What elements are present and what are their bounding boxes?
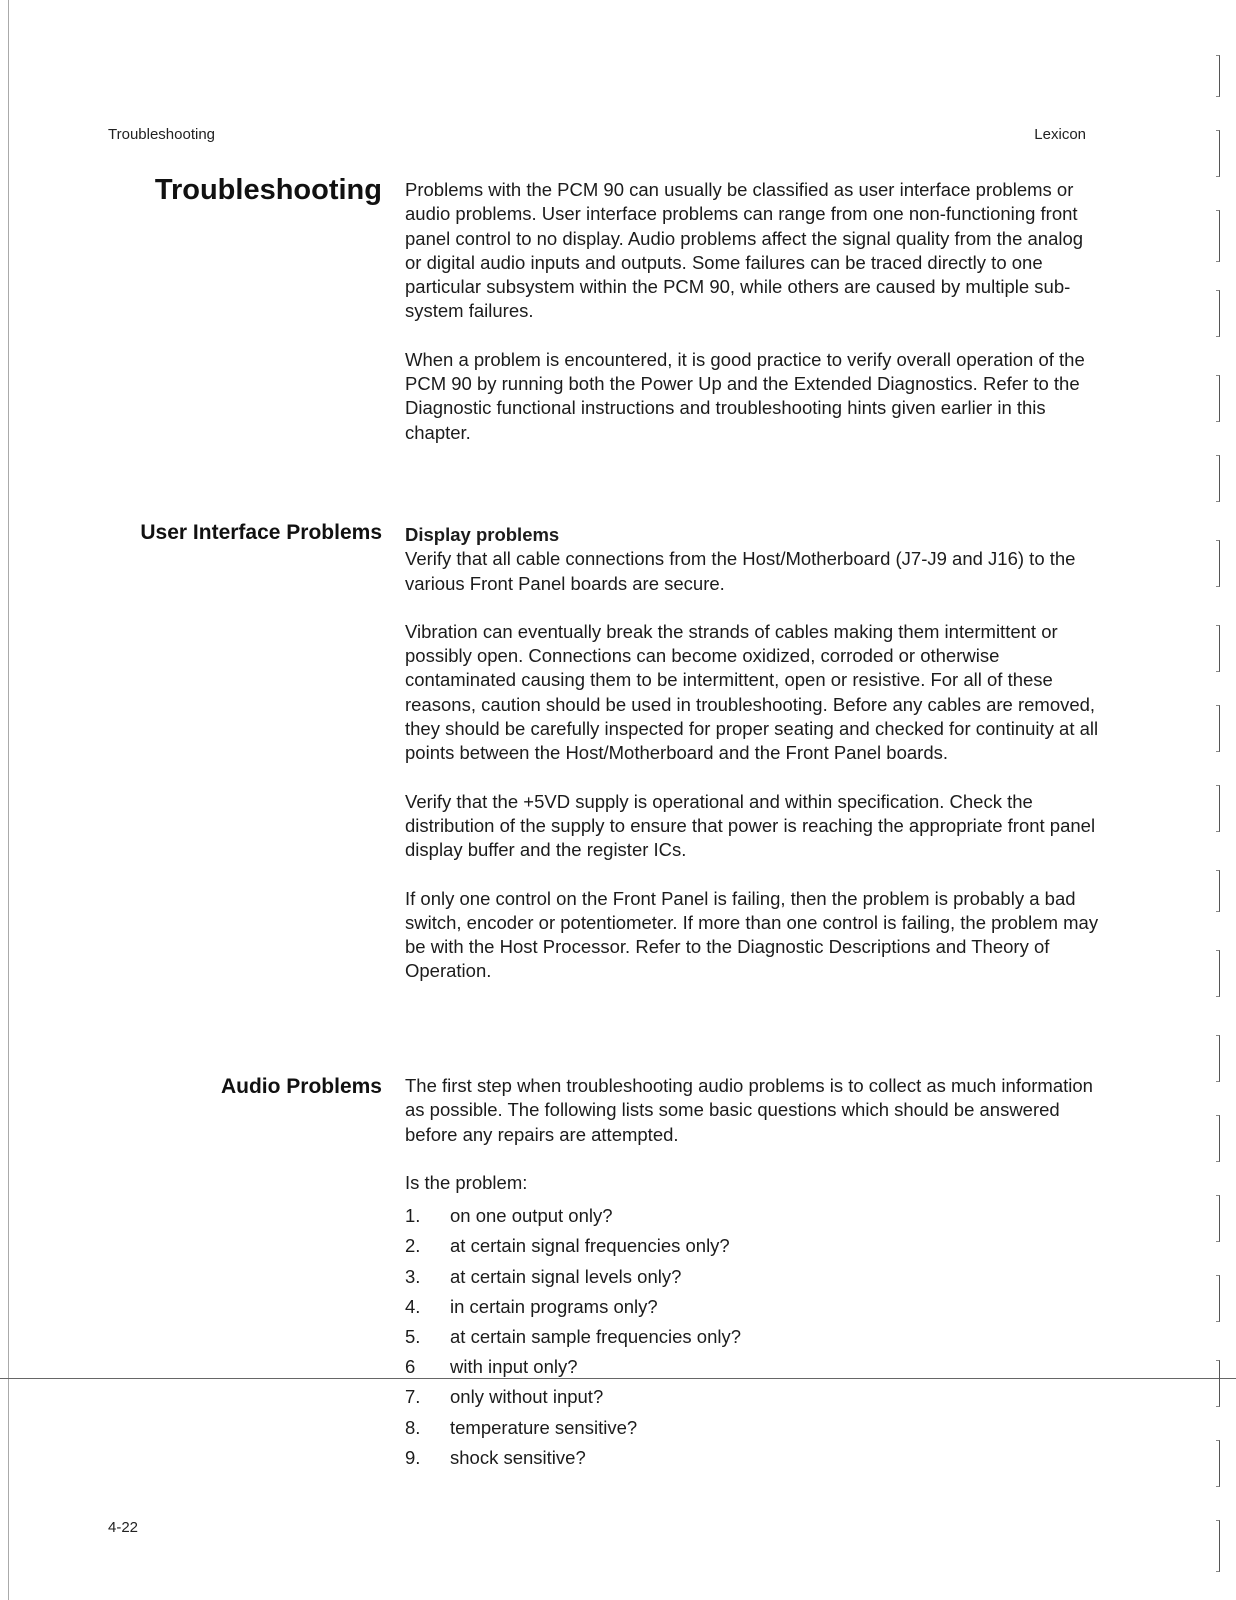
list-item: 8. temperature sensitive? [405, 1416, 638, 1438]
binding-mark [1216, 1115, 1220, 1162]
section-title-user-interface: User Interface Problems [140, 521, 382, 544]
list-item: 3. at certain signal levels only? [405, 1265, 682, 1287]
list-item: 5. at certain sample frequencies only? [405, 1326, 742, 1347]
question-list [405, 1201, 1101, 1473]
paragraph: The first step when troubleshooting audio problems is to collect as much information as possible. The following lists some basic questions which should be answered before any repairs are attempted. [405, 1075, 1093, 1145]
section-title-troubleshooting: Troubleshooting [154, 174, 382, 206]
paragraph: If only one control on the Front Panel is failing, then the problem is probably a bad switch, encoder or potentiometer. If more than one control is failing, the problem may be with the Host Processor. Refer to the Diagnostic Descriptions and Theory of Operation. [405, 887, 1099, 982]
paragraph: Vibration can eventually break the strands of cables making them intermittent or possibly open. Connections can become oxidized, corroded or otherwise contaminated causing them to be intermittent, open or resistive. For all of these reasons, caution should be used in troubleshooting. Before any cables are removed, they should be carefully inspected for proper seating and checked for continuity at all points between the Host/Motherboard and the Front Panel boards. [405, 620, 1099, 764]
running-header-left: Troubleshooting [108, 126, 216, 143]
binding-mark [1216, 705, 1220, 752]
list-item: 7. only without input? [405, 1386, 604, 1408]
binding-mark [1216, 375, 1220, 422]
scan-horizontal-rule [0, 1378, 1236, 1379]
section-title-audio: Audio Problems [220, 1075, 382, 1098]
binding-mark [1216, 130, 1220, 177]
paragraph: Verify that the +5VD supply is operational and within specification. Check the distribution of the supply to ensure that power is reaching the appropriate front panel display buffer and the register ICs. [405, 790, 1096, 861]
binding-mark [1216, 950, 1220, 997]
binding-mark [1216, 870, 1220, 912]
list-item: 1. on one output only? [405, 1205, 613, 1227]
binding-mark [1216, 540, 1220, 587]
binding-mark [1216, 1440, 1220, 1487]
binding-mark [1216, 1195, 1220, 1242]
binding-mark [1216, 1360, 1220, 1407]
paragraph: Problems with the PCM 90 can usually be classified as user interface problems or audio problems. User interface problems can range from one non-functioning front panel control to no display. Audio problems affect the signal quality from the analog or digital audio inputs and outputs. Some failures can be traced directly to one particular subsystem within the PCM 90, while others are caused by multiple sub-system failures. [405, 179, 1084, 322]
paragraph: Verify that all cable connections from the Host/Motherboard (J7-J9 and J16) to the various Front Panel boards are secure. [405, 548, 1076, 594]
binding-mark [1216, 55, 1220, 97]
paragraph: When a problem is encountered, it is good practice to verify overall operation of the PCM 90 by running both the Power Up and the Extended Diagnostics. Refer to the Diagnostic functional instructions and troubleshooting hints given earlier in this chapter. [405, 348, 1085, 443]
section-body-audio [405, 1074, 1101, 1473]
subheading-display-problems: Display problems [405, 524, 560, 545]
binding-mark [1216, 455, 1220, 502]
scan-edge-line [8, 0, 9, 1600]
binding-mark [1216, 625, 1220, 672]
binding-mark [1216, 1520, 1220, 1572]
binding-mark [1216, 290, 1220, 337]
binding-mark [1216, 210, 1220, 262]
section-body-troubleshooting [405, 178, 1101, 469]
list-item: 6 with input only? [405, 1356, 578, 1378]
binding-mark [1216, 1035, 1220, 1082]
binding-mark [1216, 785, 1220, 832]
list-item: 4. in certain programs only? [405, 1295, 658, 1317]
running-header-right: Lexicon [1034, 126, 1086, 143]
list-item: 9. shock sensitive? [405, 1446, 586, 1468]
page-number: 4-22 [108, 1519, 139, 1536]
binding-mark [1216, 1275, 1220, 1322]
list-lead: Is the problem: [405, 1171, 528, 1193]
section-body-user-interface [405, 523, 1101, 1008]
list-item: 2. at certain signal frequencies only? [405, 1235, 730, 1257]
